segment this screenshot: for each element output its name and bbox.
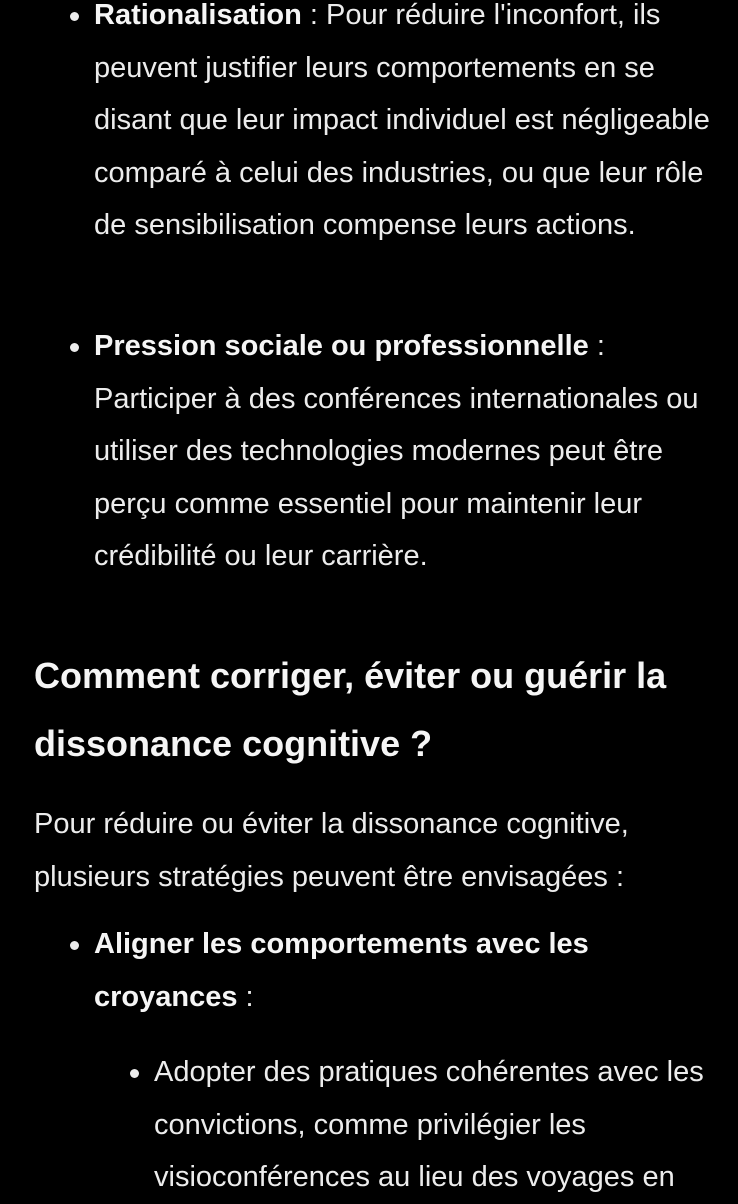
list-item-rationalisation bbox=[94, 0, 714, 252]
term-rationalisation: Rationalisation bbox=[94, 0, 302, 31]
text-adopter: Adopter des pratiques cohérentes avec les convictions, comme privilégier les visioconférences au lieu des voyages en bbox=[154, 1056, 704, 1193]
text-rationalisation: : Pour réduire l'inconfort, ils peuvent justifier leurs comportements en se disant que leur impact individuel est négligeable comparé à celui des industries, ou que leur rôle de sensibilisation compense leurs actions. bbox=[94, 0, 710, 241]
bullet-icon bbox=[70, 343, 79, 352]
text-aligner: : bbox=[237, 980, 254, 1013]
list-item-pression bbox=[94, 320, 714, 583]
sublist-item-adopter bbox=[154, 1046, 714, 1204]
list-item-aligner bbox=[94, 918, 654, 1023]
text-pression: : Participer à des conférences internationales ou utiliser des technologies modernes peut être perçu comme essentiel pour maintenir leur crédibilité ou leur carrière. bbox=[94, 330, 699, 572]
section-heading: Comment corriger, éviter ou guérir la dissonance cognitive ? bbox=[34, 655, 667, 764]
bullet-icon bbox=[70, 941, 79, 950]
bullet-icon bbox=[70, 12, 79, 21]
bullet-icon bbox=[130, 1069, 139, 1078]
term-aligner: Aligner les comportements avec les croyances bbox=[94, 928, 589, 1013]
term-pression: Pression sociale ou professionnelle bbox=[94, 330, 589, 362]
intro-paragraph: Pour réduire ou éviter la dissonance cognitive, plusieurs stratégies peuvent être envisagées : bbox=[34, 808, 629, 893]
